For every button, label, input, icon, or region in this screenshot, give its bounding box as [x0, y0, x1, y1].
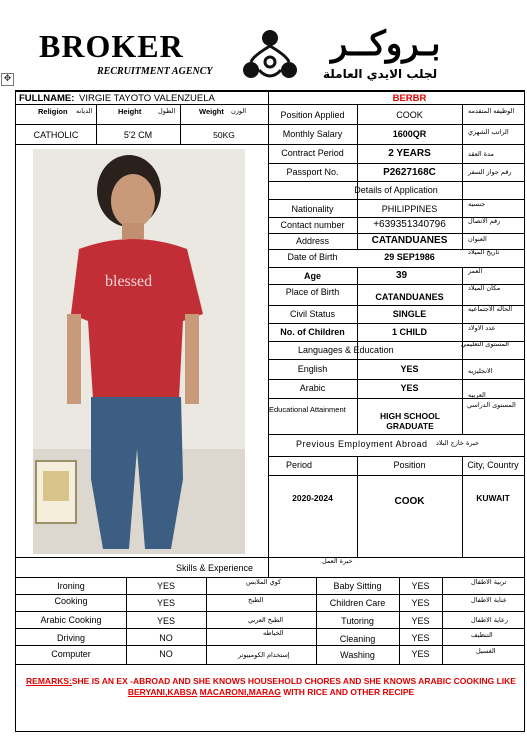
employment-city[interactable]: KUWAIT: [476, 493, 510, 503]
contact-label: Contact number: [280, 220, 345, 230]
contract-value[interactable]: 2 YEARS: [388, 148, 431, 159]
religion-label-ar: الديانه: [76, 107, 93, 115]
weight-value[interactable]: 50KG: [213, 130, 235, 140]
skill-tutoring-label: Tutoring: [341, 616, 374, 626]
skill-arabic-cooking-label-ar: الطبخ العربي: [248, 616, 284, 624]
salary-value[interactable]: 1600QR: [392, 129, 427, 139]
position-label-ar: الوظيفه المتقدمه: [468, 107, 515, 115]
address-value[interactable]: CATANDUANES: [371, 235, 448, 246]
nationality-value[interactable]: PHILIPPINES: [381, 204, 438, 214]
nationality-label-ar: جنسيه: [468, 200, 486, 208]
nationality-label: Nationality: [291, 204, 334, 214]
applicant-photo-illustration: [33, 149, 245, 554]
skill-cooking-value[interactable]: YES: [156, 598, 175, 608]
agency-header: [17, 20, 517, 88]
position-value[interactable]: COOK: [396, 110, 423, 120]
fullname-label: FULLNAME:: [19, 93, 75, 104]
skill-tutoring-value[interactable]: YES: [411, 616, 430, 626]
skill-babysitting-value[interactable]: YES: [411, 581, 430, 591]
skill-cooking-label-ar: الطبخ: [248, 596, 264, 604]
arabic-label-ar: العربيه: [468, 391, 486, 399]
age-value[interactable]: 39: [396, 270, 408, 281]
skill-arabic-cooking-value[interactable]: YES: [156, 616, 175, 626]
logo-mark-icon: [239, 26, 301, 88]
skill-driving-label-ar: الخياطه: [263, 629, 284, 637]
education-label: Educational Attainment: [269, 405, 346, 414]
fullname-value[interactable]: VIRGIE TAYOTO VALENZUELA: [79, 93, 215, 104]
height-label: Height: [118, 107, 142, 116]
skills-section-title-ar: خبرة العمل: [322, 557, 353, 565]
skill-computer-label: Computer: [51, 649, 91, 659]
children-value[interactable]: 1 CHILD: [391, 327, 427, 337]
civil-status-value[interactable]: SINGLE: [392, 309, 427, 319]
height-label-ar: الطول: [158, 107, 176, 115]
application-form: [15, 90, 525, 732]
skill-driving-value[interactable]: NO: [159, 633, 173, 643]
logo-ar: بـروكــر: [331, 24, 441, 64]
skill-babysitting-label-ar: تربية الاطفال: [471, 578, 507, 586]
english-value[interactable]: YES: [400, 364, 419, 374]
position-label: Position Applied: [280, 110, 345, 120]
skills-section-title: Skills & Experience: [176, 563, 254, 573]
employment-section-title: Previous Employment Abroad: [296, 439, 428, 449]
dob-label: Date of Birth: [287, 252, 338, 262]
weight-label: Weight: [199, 107, 224, 116]
english-label: English: [297, 364, 328, 374]
skill-childrencare-value[interactable]: YES: [411, 598, 430, 608]
skill-washing-value[interactable]: YES: [411, 649, 430, 659]
reference-code[interactable]: BERBR: [392, 93, 427, 104]
logo-ar-subtitle: لجلب الايدي العاملة: [323, 67, 438, 81]
employment-position[interactable]: COOK: [394, 496, 425, 507]
employment-col-period: Period: [286, 460, 313, 470]
remarks: [24, 676, 518, 698]
dob-label-ar: تاريخ الميلاد: [468, 248, 500, 256]
contract-label-ar: مدة العقد: [468, 150, 494, 158]
skill-tutoring-label-ar: رعاية الاطفال: [471, 616, 509, 624]
skill-computer-label-ar: إستخدام الكومبيوتر: [238, 651, 290, 659]
remarks-label: REMARKS:: [26, 676, 72, 686]
employment-period[interactable]: 2020-2024: [292, 493, 333, 503]
skill-arabic-cooking-label: Arabic Cooking: [40, 615, 102, 625]
employment-section-title-ar: خبرة خارج البلاد: [436, 439, 479, 447]
skill-childrencare-label: Children Care: [329, 598, 386, 608]
age-label: Age: [304, 271, 322, 281]
pob-label: Place of Birth: [285, 287, 340, 297]
pob-label-ar: مكان الميلاد: [468, 284, 501, 292]
arabic-value[interactable]: YES: [400, 383, 419, 393]
logo-en-subtitle: RECRUITMENT AGENCY: [97, 66, 213, 77]
education-label-ar: المستوى الدراسي: [467, 401, 516, 409]
details-section-title: Details of Application: [354, 185, 438, 195]
svg-text:blessed: blessed: [105, 273, 153, 290]
remarks-word-2: MACARONI,MARAG: [199, 687, 281, 697]
skill-computer-value[interactable]: NO: [159, 649, 173, 659]
skill-driving-label: Driving: [56, 633, 85, 643]
children-label-ar: عدد الاولاد: [468, 324, 496, 332]
civil-status-label: Civil Status: [289, 309, 335, 319]
table-move-handle-icon[interactable]: ✥: [1, 73, 14, 86]
employment-col-city: City, Country: [467, 460, 519, 470]
civil-status-label-ar: الحاله الاجتماعيه: [468, 305, 513, 313]
english-label-ar: الانجليزيه: [468, 367, 493, 375]
remarks-text-2: WITH RICE AND OTHER RECIPE: [280, 687, 415, 697]
remarks-word-1: BERYANI,KABSA: [127, 687, 198, 697]
skill-washing-label-ar: الغسيل: [476, 647, 496, 655]
languages-section-title: Languages & Education: [298, 345, 394, 355]
employment-col-position: Position: [393, 460, 426, 470]
skill-cooking-label: Cooking: [54, 596, 88, 606]
salary-label: Monthly Salary: [282, 129, 343, 139]
logo-en: BROKER: [39, 28, 184, 64]
passport-value[interactable]: P2627168C: [383, 167, 436, 178]
skill-ironing-value[interactable]: YES: [156, 581, 175, 591]
passport-label-ar: رقم جواز السفر: [468, 168, 512, 176]
contact-value[interactable]: +639351340796: [373, 219, 446, 230]
remarks-text-1: SHE IS AN EX -ABROAD AND SHE KNOWS HOUSEHOLD CHORES AND SHE KNOWS ARABIC COOKING LIKE: [71, 676, 516, 686]
contact-label-ar: رقم الاتصال: [468, 217, 501, 225]
languages-section-title-ar: المستوى التعليمي: [461, 340, 509, 348]
address-label-ar: العنوان: [468, 235, 487, 243]
pob-value[interactable]: CATANDUANES: [375, 292, 444, 302]
salary-label-ar: الراتب الشهري: [468, 128, 509, 136]
weight-label-ar: الوزن: [231, 107, 247, 115]
skill-cleaning-label: Cleaning: [339, 634, 376, 644]
arabic-label: Arabic: [299, 383, 326, 393]
passport-label: Passport No.: [286, 167, 339, 177]
dob-value[interactable]: 29 SEP1986: [384, 252, 435, 262]
skill-cleaning-label-ar: التنظيف: [471, 631, 493, 639]
skill-childrencare-label-ar: عناية الاطفال: [471, 596, 507, 604]
skill-ironing-label-ar: كوي الملابس: [246, 578, 282, 586]
religion-label: Religion: [38, 107, 68, 116]
age-label-ar: العمر: [468, 267, 483, 275]
skill-cleaning-value[interactable]: YES: [411, 633, 430, 643]
skill-babysitting-label: Baby Sitting: [333, 581, 382, 591]
religion-value[interactable]: CATHOLIC: [33, 130, 79, 140]
applicant-photo: [33, 149, 245, 554]
education-value[interactable]: HIGH SCHOOL GRADUATE: [380, 411, 440, 431]
children-label: No. of Children: [280, 327, 345, 337]
skill-ironing-label: Ironing: [57, 581, 85, 591]
address-label: Address: [295, 236, 330, 246]
contract-label: Contract Period: [281, 148, 344, 158]
skill-washing-label: Washing: [340, 650, 375, 660]
height-value[interactable]: 5'2 CM: [123, 130, 153, 140]
